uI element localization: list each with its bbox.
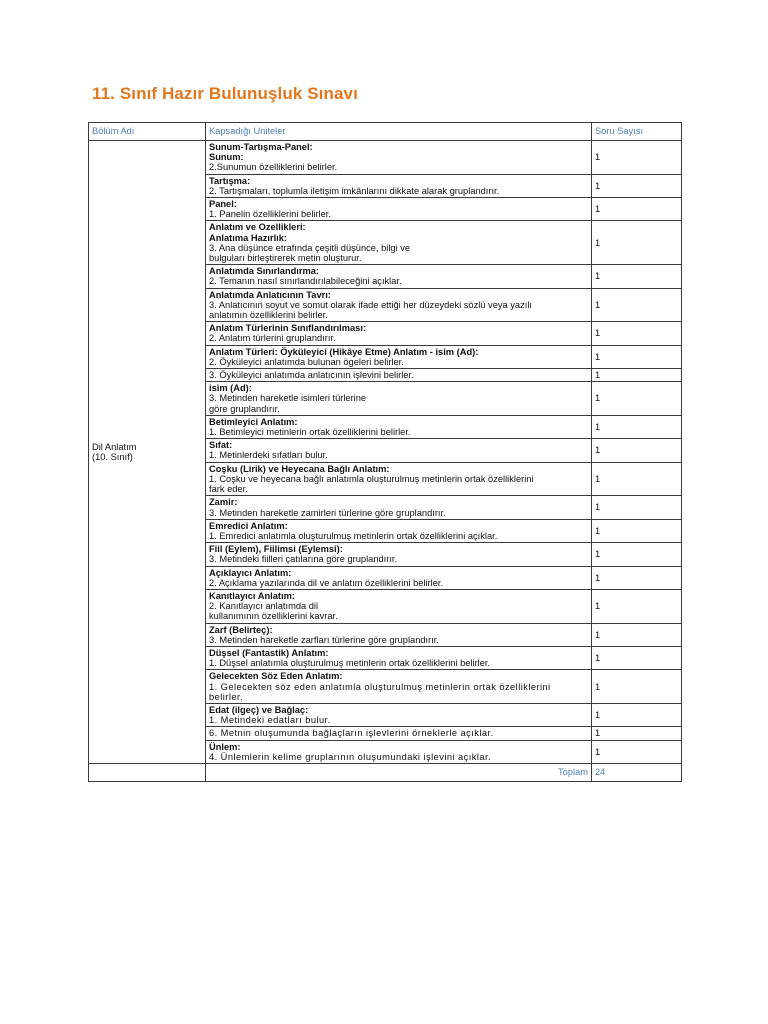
total-value: 24 <box>592 763 682 781</box>
learning-objective: 3. Metindeki fiilleri çatılarına göre gruplandırır. <box>209 554 398 565</box>
learning-objective: belirler. <box>209 691 244 702</box>
unit-heading: Anlatımda Sınırlandırma: <box>209 266 320 277</box>
unit-heading: Anlatım ve Ozellikleri: <box>209 222 306 233</box>
question-count-cell: 1 <box>592 288 682 322</box>
unit-cell <box>206 496 592 519</box>
total-row <box>89 763 682 781</box>
learning-objective: 2. Kanıtlayıcı anlatımda dil <box>209 601 319 612</box>
question-count-cell: 1 <box>592 221 682 265</box>
question-count-cell: 1 <box>592 623 682 646</box>
unit-cell <box>206 198 592 221</box>
unit-cell <box>206 288 592 322</box>
learning-objective: 2. Açıklama yazılarında dil ve anlatım özelliklerini belirler. <box>209 577 444 588</box>
unit-heading: Kanıtlayıcı Anlatım: <box>209 590 295 601</box>
learning-objective: bulguları birleştirerek metin oluşturur. <box>209 253 362 264</box>
unit-cell <box>206 519 592 542</box>
unit-heading: Zamir: <box>209 497 238 508</box>
learning-objective: 1. Metinlerdeki sıfatları bulur. <box>209 450 328 461</box>
unit-cell <box>206 322 592 345</box>
question-count-cell: 1 <box>592 589 682 623</box>
table-row <box>89 141 682 175</box>
unit-cell <box>206 740 592 763</box>
question-count-cell: 1 <box>592 727 682 740</box>
exam-topics-table <box>88 122 682 782</box>
header-section: Bölüm Adı <box>89 123 206 141</box>
unit-heading: Anlatımda Anlatıcının Tavrı: <box>209 289 331 300</box>
unit-cell <box>206 703 592 726</box>
unit-heading: Açıklayıcı Anlatım: <box>209 567 292 578</box>
question-count-cell: 1 <box>592 322 682 345</box>
learning-objective: 1. Panelin özelliklerini belirler. <box>209 209 331 220</box>
unit-cell <box>206 345 592 368</box>
learning-objective: 4. Ünlemlerin kelime gruplarının oluşumundaki işlevini açıklar. <box>209 751 492 762</box>
unit-cell <box>206 265 592 288</box>
question-count-cell: 1 <box>592 670 682 704</box>
unit-heading: Emredici Anlatım: <box>209 520 288 531</box>
unit-cell <box>206 415 592 438</box>
total-row-spacer <box>89 763 206 781</box>
section-grade: (10. Sınıf) <box>92 451 133 462</box>
unit-heading: Anlatım Türleri: Öyküleyici (Hikâye Etme) Anlatım - isim (Ad): <box>209 346 479 357</box>
unit-heading: Edat (ilgeç) ve Bağlaç: <box>209 704 309 715</box>
question-count-cell: 1 <box>592 566 682 589</box>
unit-heading: Gelecekten Söz Eden Anlatım: <box>209 671 343 682</box>
unit-heading: Panel: <box>209 199 237 210</box>
learning-objective: 3. Anlatıcının soyut ve somut olarak ifade ettiği her düzeydeki sözlü veya yazılı <box>209 299 532 310</box>
table-header-row <box>89 123 682 141</box>
unit-cell <box>206 727 592 740</box>
learning-objective: 1. Emredici anlatımla oluşturulmuş metinlerin ortak özelliklerini açıklar. <box>209 530 498 541</box>
unit-cell <box>206 589 592 623</box>
unit-heading: Ünlem: <box>209 741 241 752</box>
question-count-cell: 1 <box>592 496 682 519</box>
page-title: 11. Sınıf Hazır Bulunuşluk Sınavı <box>92 84 358 103</box>
question-count-cell: 1 <box>592 646 682 669</box>
unit-cell <box>206 646 592 669</box>
table-body <box>89 141 682 782</box>
question-count-cell: 1 <box>592 382 682 416</box>
unit-heading: Düşsel (Fantastik) Anlatım: <box>209 647 329 658</box>
unit-heading: Fiil (Eylem), Fiilimsi (Eylemsi): <box>209 544 343 555</box>
section-name: Dil Anlatım <box>92 441 137 452</box>
question-count-cell: 1 <box>592 439 682 462</box>
unit-heading: isim (Ad): <box>209 383 252 394</box>
unit-cell <box>206 382 592 416</box>
unit-cell <box>206 141 592 175</box>
question-count-cell: 1 <box>592 141 682 175</box>
unit-heading: Sıfat: <box>209 440 233 451</box>
learning-objective: 3. Öyküleyici anlatımda anlatıcının işlevini belirler. <box>209 370 414 381</box>
header-question-count: Soru Sayısı <box>592 123 682 141</box>
unit-cell <box>206 462 592 496</box>
unit-heading: Coşku (Lirik) ve Heyecana Bağlı Anlatım: <box>209 463 390 474</box>
header-units: Kapsadığı Uniteler <box>206 123 592 141</box>
question-count-cell: 1 <box>592 462 682 496</box>
unit-heading: Anlatıma Hazırlık: <box>209 232 288 243</box>
unit-heading: Zarf (Belirteç): <box>209 624 273 635</box>
unit-cell <box>206 623 592 646</box>
learning-objective: göre gruplandırır. <box>209 403 280 414</box>
learning-objective: 1. Coşku ve heyecana bağlı anlatımla oluşturulmuş metinlerin ortak özelliklerini <box>209 473 534 484</box>
question-count-cell: 1 <box>592 543 682 566</box>
unit-cell <box>206 174 592 197</box>
learning-objective: 2. Tartışmaları, toplumla iletişim imkânlarını dikkate alarak gruplandırır. <box>209 185 500 196</box>
total-label: Toplam <box>206 763 592 781</box>
learning-objective: kullanımının özelliklerini kavrar. <box>209 611 338 622</box>
question-count-cell: 1 <box>592 740 682 763</box>
question-count-cell: 1 <box>592 703 682 726</box>
unit-cell <box>206 369 592 382</box>
question-count-cell: 1 <box>592 174 682 197</box>
unit-cell <box>206 543 592 566</box>
question-count-cell: 1 <box>592 198 682 221</box>
question-count-cell: 1 <box>592 415 682 438</box>
unit-cell <box>206 670 592 704</box>
unit-cell <box>206 566 592 589</box>
unit-heading: Sunum-Tartışma-Panel: <box>209 142 313 152</box>
learning-objective: anlatımın özelliklerini belirler. <box>209 310 328 321</box>
learning-objective: 2. Öyküleyici anlatımda bulunan ögeleri belirler. <box>209 356 404 367</box>
learning-objective: 3. Metinden hareketle zarfları türlerine göre gruplandırır. <box>209 634 439 645</box>
section-name-cell <box>89 141 206 764</box>
learning-objective: 1. Düşsel anlatımla oluşturulmuş metinlerin ortak özelliklerini belirler. <box>209 658 491 669</box>
learning-objective: 1. Metindeki edatları bulur. <box>209 715 331 726</box>
unit-heading: Sunum: <box>209 152 244 163</box>
learning-objective: 1. Gelecekten söz eden anlatımla oluşturulmuş metinlerin ortak özelliklerini <box>209 681 551 692</box>
question-count-cell: 1 <box>592 265 682 288</box>
learning-objective: 1. Betimleyici metinlerin ortak özelliklerini belirler. <box>209 427 411 438</box>
unit-heading: Tartışma: <box>209 175 251 186</box>
learning-objective: 3. Metinden hareketle isimleri türlerine <box>209 393 367 404</box>
unit-heading: Anlatım Türlerinin Sınıflandırılması: <box>209 323 367 334</box>
learning-objective: 6. Metnin oluşumunda bağlaçların işlevlerini örneklerle açıklar. <box>209 728 494 739</box>
learning-objective: 2.Sunumun özelliklerini belirler. <box>209 162 338 173</box>
learning-objective: 3. Metinden hareketle zamirleri türlerine göre gruplandırır. <box>209 507 446 518</box>
unit-heading: Betimleyici Anlatım: <box>209 416 298 427</box>
learning-objective: 2. Temanın nasıl sınırlandırılabileceğini açıklar. <box>209 276 402 287</box>
unit-cell <box>206 221 592 265</box>
question-count-cell: 1 <box>592 345 682 368</box>
question-count-cell: 1 <box>592 519 682 542</box>
learning-objective: fark eder. <box>209 484 248 495</box>
learning-objective: 3. Ana düşünce etrafında çeşitli düşünce, bilgi ve <box>209 242 411 253</box>
learning-objective: 2. Anlatım türlerini gruplandırır. <box>209 333 336 344</box>
unit-cell <box>206 439 592 462</box>
question-count-cell: 1 <box>592 369 682 382</box>
